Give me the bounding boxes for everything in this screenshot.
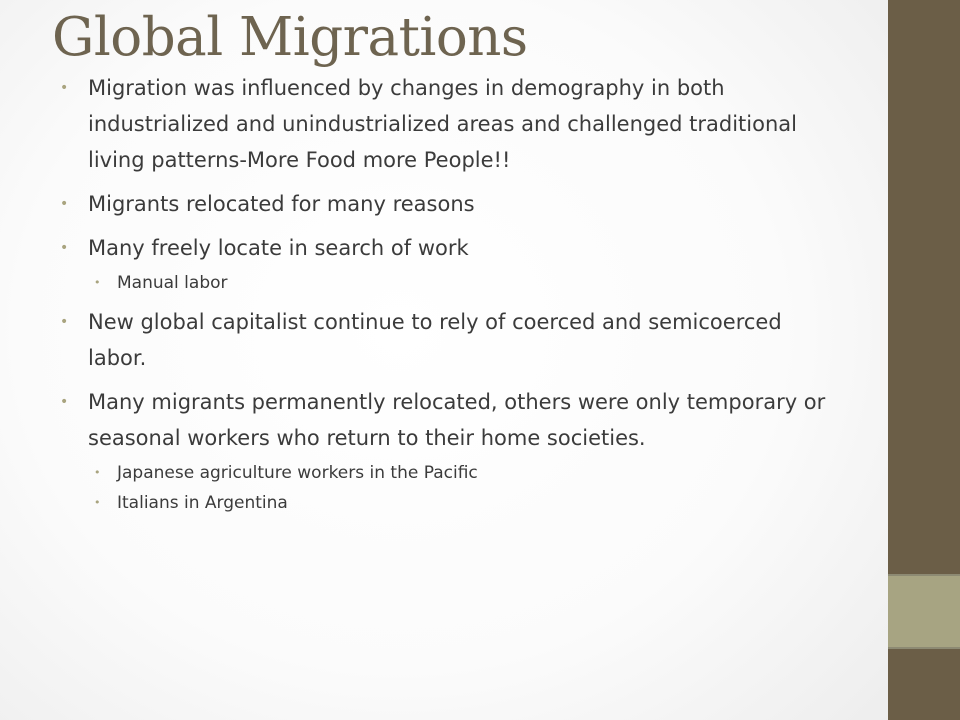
sub-bullet-item: [60, 460, 830, 486]
bullet-text: Migration was influenced by changes in demography in both industrialized and unindustrialized areas and challenged traditional living patterns-More Food more People!!: [88, 76, 797, 172]
sub-bullet-text: Japanese agriculture workers in the Pacific: [117, 463, 478, 483]
bullet-icon: •: [60, 394, 69, 410]
bullet-icon: •: [60, 240, 69, 256]
sub-bullet-text: Italians in Argentina: [117, 493, 288, 513]
sub-bullet-icon: •: [94, 276, 101, 289]
sub-bullet-item: [60, 490, 830, 516]
sidebar-divider: [888, 574, 960, 576]
bullet-item: [60, 230, 830, 266]
bullet-item: [60, 70, 830, 178]
bullet-icon: •: [60, 196, 69, 212]
sidebar-dark-block: [888, 0, 960, 575]
sub-bullet-text: Manual labor: [117, 273, 228, 293]
bullet-text: Many migrants permanently relocated, others were only temporary or seasonal workers who return to their home societies.: [88, 390, 826, 450]
sub-bullet-icon: •: [94, 496, 101, 509]
bullet-item: [60, 186, 830, 222]
sidebar-accent-block: [888, 575, 960, 648]
bullet-icon: •: [60, 314, 69, 330]
bullet-text: Migrants relocated for many reasons: [88, 192, 475, 216]
bullet-list: [60, 70, 830, 524]
bullet-icon: •: [60, 80, 69, 96]
sidebar-dark-block-bottom: [888, 648, 960, 720]
bullet-item: [60, 384, 830, 456]
sidebar-divider: [888, 647, 960, 649]
sub-bullet-icon: •: [94, 466, 101, 479]
bullet-text: Many freely locate in search of work: [88, 236, 469, 260]
decorative-sidebar: [888, 0, 960, 720]
sub-bullet-item: [60, 270, 830, 296]
bullet-item: [60, 304, 830, 376]
slide-title: Global Migrations: [52, 7, 528, 68]
bullet-text: New global capitalist continue to rely of coerced and semicoerced labor.: [88, 310, 782, 370]
